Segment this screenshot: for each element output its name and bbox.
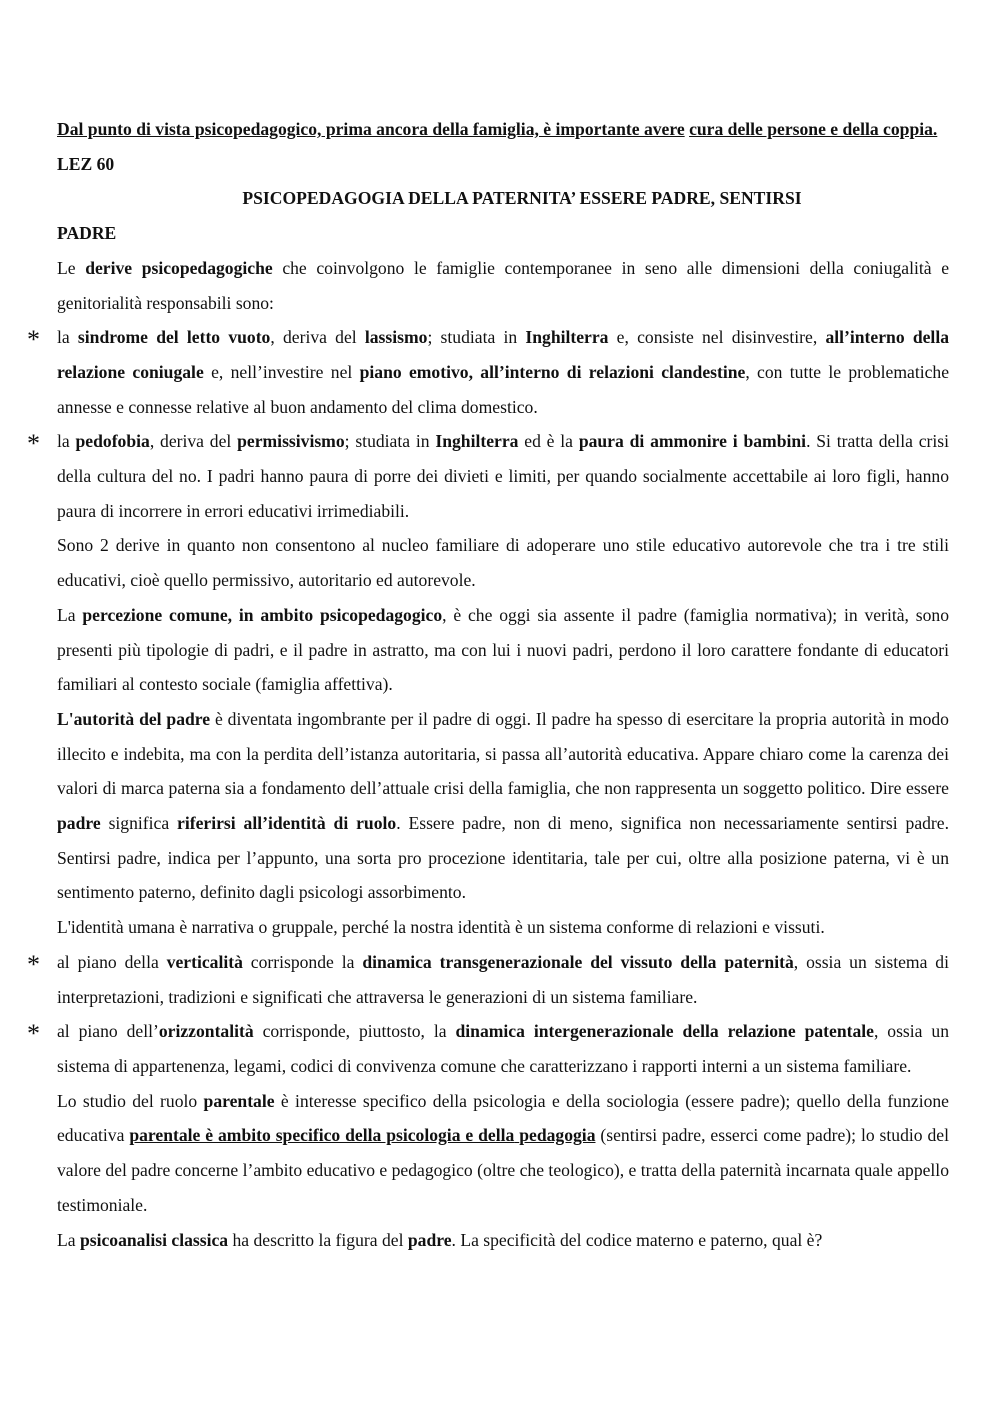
text: al piano della xyxy=(57,951,167,972)
bold-term: padre xyxy=(57,813,101,834)
bullet-item-pedofobia xyxy=(27,424,949,528)
text: . Si tratta della crisi della cultura del no. I padri hanno paura di porre dei divieti e limiti, per quando socialmente accettabile ai loro figli, hanno paura di incorrere in errori educativi irrimediabili. xyxy=(57,431,949,521)
asterisk-bullet-icon: * xyxy=(27,949,40,979)
bold-term: verticalità xyxy=(166,951,243,972)
bullet-item-letto-vuoto xyxy=(27,320,950,424)
section-title-line2: PADRE xyxy=(57,223,117,244)
text: Le xyxy=(57,257,86,278)
asterisk-bullet-icon: * xyxy=(27,325,40,355)
bold-term: L'autorità del padre xyxy=(57,708,211,729)
text: La xyxy=(57,1229,80,1250)
bold-term: sindrome del letto vuoto xyxy=(77,327,271,348)
bold-term: orizzontalità xyxy=(158,1021,254,1042)
text: che coinvolgono le famiglie contemporanee in seno alle dimensioni della coniugalità e genitorialità responsabili sono: xyxy=(57,257,950,313)
bold-underlined-term: parentale è ambito specifico della psicologia e della xyxy=(129,1125,515,1146)
text: , ossia un sistema di interpretazioni, tradizioni e significati che attraversa le generazioni di un sistema familiare. xyxy=(57,951,949,1007)
text: , deriva del xyxy=(149,431,238,452)
bold-term: Inghilterra xyxy=(435,431,519,452)
bold-term: Inghilterra xyxy=(525,327,609,348)
text: (sentirsi padre, esserci come padre); lo studio del valore del padre concerne l’ambito educativo e pedagogico (oltre che teologico), e tratta della paternità incarnata quale appello testimoniale. xyxy=(57,1125,949,1215)
bold-term: dinamica intergenerazionale della relazione patentale xyxy=(455,1021,874,1042)
bold-term: permissivismo xyxy=(237,431,345,452)
section-title-line1: PSICOPEDAGOGIA DELLA PATERNITA’ ESSERE PADRE, SENTIRSI xyxy=(242,188,802,209)
paragraph-psicoanalisi xyxy=(57,1223,949,1258)
text: . Essere padre, non di meno, significa non necessariamente sentirsi padre. Sentirsi padre, indica per l’appunto, una sorta pro procezione identitaria, tale per cui, oltre alla posizione paterna, vi è un sentimento paterno, definito dagli psicologi assorbimento. xyxy=(57,813,949,903)
text: La xyxy=(57,604,83,625)
text: al piano dell’ xyxy=(57,1021,159,1042)
bold-term: pedofobia xyxy=(75,431,150,452)
text: e, consiste nel disinvestire, xyxy=(608,327,826,348)
text: . La specificità del codice materno e paterno, qual è? xyxy=(451,1229,823,1250)
text: , deriva del xyxy=(270,327,365,348)
paragraph-autorita-padre xyxy=(57,702,949,910)
bold-term: piano emotivo, all’interno di relazioni clandestine xyxy=(359,361,746,382)
text: Lo studio del ruolo xyxy=(57,1090,204,1111)
intro-sentence-part1: Dal punto di vista psicopedagogico, prima ancora della famiglia, è importante avere xyxy=(57,119,685,139)
bold-term: all’interno della relazione coniugale xyxy=(57,327,949,382)
text: la xyxy=(57,431,76,452)
paragraph-derive xyxy=(57,251,949,320)
text: corrisponde, piuttosto, la xyxy=(253,1021,456,1042)
bold-term: psicoanalisi classica xyxy=(79,1229,229,1250)
text: , è che oggi sia assente il padre (famiglia normativa); in verità, sono presenti più tipologie di padri, e il padre in astratto, ma con lui i nuovi padri, perdono il loro carattere fondante di educatori familiari al contesto sociale (famiglia affettiva). xyxy=(57,604,949,695)
lesson-label: LEZ 60 xyxy=(57,153,115,174)
text: significa xyxy=(100,813,178,834)
bold-underlined-term: pedagogia xyxy=(519,1125,596,1146)
text: e, nell’investire nel xyxy=(203,361,360,382)
bold-term: dinamica transgenerazionale del vissuto della paternità xyxy=(362,951,794,972)
paragraph-ruolo-parentale xyxy=(57,1084,949,1223)
bold-term: riferirsi all’identità di ruolo xyxy=(177,813,397,834)
asterisk-bullet-icon: * xyxy=(27,429,40,459)
text: , ossia un sistema di appartenenza, legami, codici di convivenza comune che caratterizzano i rapporti interni a un sistema familiare. xyxy=(57,1021,949,1076)
bold-term: percezione comune, in ambito psicopedagogico xyxy=(82,604,443,625)
intro-sentence-part2: cura delle persone e della coppia. xyxy=(689,119,938,139)
paragraph-identita-umana: L'identità umana è narrativa o gruppale, perché la nostra identità è un sistema conforme di relazioni e vissuti. xyxy=(57,917,825,938)
bold-term: derive psicopedagogiche xyxy=(85,257,273,278)
text: la xyxy=(57,327,78,348)
bold-term: padre xyxy=(407,1229,452,1250)
text: è interesse specifico della psicologia e della sociologia (essere padre); quello della funzione educativa xyxy=(57,1090,949,1146)
text: ed è la xyxy=(518,431,579,452)
bullet-item-orizzontalita xyxy=(27,1014,949,1083)
paragraph-percezione-comune xyxy=(57,598,949,702)
bullet-item-verticalita xyxy=(27,945,949,1014)
bold-term: paura di ammonire i bambini xyxy=(578,431,807,452)
text: corrisponde la xyxy=(242,951,363,972)
text: ; studiata in xyxy=(344,431,436,452)
document-page xyxy=(27,112,950,1257)
text: , con tutte le problematiche annesse e connesse relative al buon andamento del clima domestico. xyxy=(57,361,950,417)
text: è diventata ingombrante per il padre di oggi. Il padre ha spesso di esercitare la propria autorità in modo illecito e indebita, ma con la perdita dell’istanza autoritaria, si passa all’autorità educativa. Appare chiaro come la carenza dei valori di marca paterna sia a fondamento dell’attuale crisi della famiglia, che non rappresenta un soggetto politico. Dire essere xyxy=(57,708,949,799)
text: ha descritto la figura del xyxy=(228,1229,408,1250)
asterisk-bullet-icon: * xyxy=(27,1019,40,1049)
bold-term: lassismo xyxy=(364,327,428,348)
text: ; studiata in xyxy=(427,327,526,348)
intro-paragraph xyxy=(57,112,949,147)
bold-term: parentale xyxy=(203,1090,275,1111)
paragraph-stili-educativi: Sono 2 derive in quanto non consentono al nucleo familiare di adoperare uno stile educativo autorevole che tra i tre stili educativi, cioè quello permissivo, autoritario ed autorevole. xyxy=(57,535,949,591)
